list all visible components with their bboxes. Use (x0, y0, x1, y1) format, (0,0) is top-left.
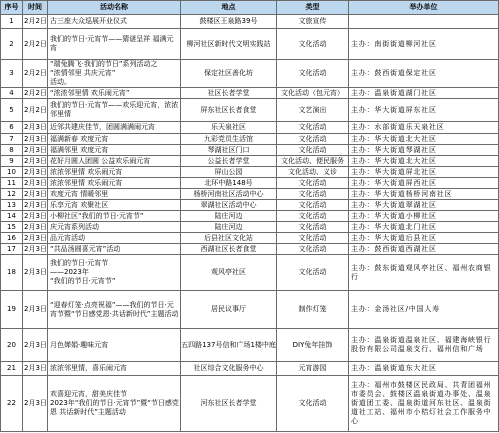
event-organizer: 主办：温泉街道湖门社区 (349, 88, 499, 99)
event-name: 欢度元宵 情暖邻里 (48, 189, 181, 200)
table-row (1, 88, 499, 99)
row-number: 16 (1, 233, 23, 244)
event-name: 近邻共建庆佳节，团圆满满闹元宵 (48, 122, 181, 134)
event-name: “瑞兔腾飞·我们的节日”系列活动之 “浓情邻里 共庆元宵” 活动。 (48, 60, 181, 88)
table-row (1, 167, 499, 178)
event-type: 文化活动 (277, 134, 349, 145)
event-date: 2月3日 (24, 167, 47, 176)
table-row (1, 15, 499, 29)
table-body (1, 15, 499, 432)
event-name: 福满新春 欢度元宵 (48, 134, 181, 145)
event-organizer: 主办：温泉街道东大社区 (349, 362, 499, 376)
event-name: 浓浓邻里情 欢乐闹元宵 (48, 178, 181, 189)
table-row (1, 291, 499, 329)
event-date: 2月2日 (23, 60, 48, 88)
row-number: 6 (1, 122, 23, 134)
event-organizer: 主办：华大街道翠湖社区 (349, 200, 499, 211)
event-type: 文化活动 (277, 29, 349, 60)
event-organizer: 主办：福州市鼓楼区民政局、共青团福州市委员会、鼓楼区温泉街道办事处、温泉街道团工委、温泉街道河东社区、温泉街道社工站、福州市小桔灯社会工作服务中心 (349, 376, 499, 432)
event-name: “浓浓邻里情 欢乐闹元宵” (48, 88, 181, 99)
event-name: 我们的节日·元宵节——猜谜呈祥 福满元宵 (48, 29, 181, 60)
event-type: 文化活动 (277, 60, 349, 88)
event-date: 2月3日 (24, 200, 47, 209)
row-number: 19 (1, 291, 23, 329)
event-date: 2月3日 (23, 291, 48, 329)
event-date: 2月3日 (24, 222, 47, 231)
event-name: 品元宵活动 (48, 233, 181, 244)
event-venue: 琴湖社区门口 (181, 145, 277, 156)
event-venue: 社区长者学堂 (181, 88, 277, 99)
table-row (1, 122, 499, 134)
event-date: 2月3日 (23, 329, 48, 362)
event-organizer: 主办：华大街道后县社区 (349, 233, 499, 244)
table-row (1, 376, 499, 432)
row-number: 18 (1, 255, 23, 291)
event-date: 2月3日 (23, 122, 48, 134)
event-date: 2月3日 (24, 145, 47, 154)
event-organizer: 主办：鼓西街道西湖社区 (349, 244, 499, 255)
event-venue: 屏山公园 (181, 167, 277, 178)
table-row (1, 99, 499, 122)
event-name: 我们的节日·元宵节——欢乐迎元宵，浓浓邻里情 (48, 99, 181, 122)
event-type: 文化活动 (277, 189, 349, 200)
table-header (1, 1, 499, 15)
event-organizer: 主办：鼓东街道观风亭社区、福州农商银行 (349, 255, 499, 291)
row-number: 15 (1, 222, 23, 233)
event-date: 2月3日 (24, 211, 47, 220)
row-number: 4 (1, 88, 23, 99)
table-row (1, 233, 499, 244)
event-type: 制作灯笼 (277, 291, 349, 329)
event-venue: 后县社区文化站 (181, 233, 277, 244)
header-row-number: 序号 (1, 1, 23, 15)
event-date: 2月3日 (24, 134, 47, 143)
event-date: 2月2日 (23, 29, 48, 60)
event-venue: 北环中路148号 (181, 178, 277, 189)
event-date: 2月2日 (24, 88, 47, 97)
event-organizer: 主办：华大街道琴湖社区 (349, 145, 499, 156)
row-number: 17 (1, 244, 23, 255)
table-row (1, 29, 499, 60)
event-organizer: 主办：华大街道小柳社区 (349, 211, 499, 222)
event-venue: 杨桥河南社区活动中心 (181, 189, 277, 200)
event-type: 文化活动 (277, 255, 349, 291)
event-type: 文化活动 (277, 211, 349, 222)
event-name: 乐享元宵 欢聚社区 (48, 200, 181, 211)
event-name: 浓浓邻里情，喜乐闹元宵 (48, 362, 181, 376)
event-type: 文化活动 (277, 145, 349, 156)
event-organizer: 主办：华大街道北大社区 (349, 156, 499, 167)
row-number: 8 (1, 145, 23, 156)
event-venue: 社区综合文化服务中心 (181, 362, 277, 376)
event-venue: 柳河社区新时代文明实践站 (181, 29, 277, 60)
event-name: “迎春灯笼·点亮祝福”——我们的节日·元宵节暨“节日感党恩·共话新时代”主题活动 (48, 291, 181, 329)
table-row (1, 329, 499, 362)
event-name: 庆元宵系列活动 (48, 222, 181, 233)
event-venue: 公益长者学堂 (181, 156, 277, 167)
row-number: 20 (1, 329, 23, 362)
table-row (1, 211, 499, 222)
event-name: 月色婵娟·趣味元宵 (48, 329, 181, 362)
event-date: 2月3日 (23, 376, 48, 432)
event-type: 文化活动、义诊 (277, 167, 349, 178)
event-venue: 鼓楼区王泉路39号 (181, 15, 277, 29)
header-venue: 地点 (181, 1, 277, 15)
header-organizer: 举办单位 (349, 1, 499, 15)
event-type: 文艺演出 (277, 99, 349, 122)
event-venue: 陆庄河边 (181, 222, 277, 233)
event-venue: 五四路137号信和广场1楼中庭 (181, 329, 277, 362)
event-organizer: 主办：华大街道杨桥河南社区 (349, 189, 499, 200)
event-venue: 屏东社区长者食堂 (181, 99, 277, 122)
table-row (1, 244, 499, 255)
event-name: 古三座大众巡展开业仪式 (48, 15, 181, 29)
table-row (1, 145, 499, 156)
event-organizer: 主办：华大街道北大社区 (349, 134, 499, 145)
row-number: 7 (1, 134, 23, 145)
event-organizer: 主办：华大街道屏东社区 (349, 99, 499, 122)
table-row (1, 178, 499, 189)
event-type: 文化活动 (277, 200, 349, 211)
event-name: 浓浓邻里情 欢乐闹元宵 (48, 167, 181, 178)
event-organizer: 主办：金汤社区/中国人寿 (349, 291, 499, 329)
row-number: 9 (1, 156, 23, 167)
event-name: 福满邻里 欢度元宵 (48, 145, 181, 156)
row-number: 2 (1, 29, 23, 60)
event-date: 2月3日 (24, 156, 47, 165)
row-number: 10 (1, 167, 23, 178)
event-date: 2月2日 (23, 15, 48, 29)
event-venue: 翠湖社区活动中心 (181, 200, 277, 211)
event-type: 文化活动 (277, 222, 349, 233)
table-row (1, 222, 499, 233)
header-event-name: 活动名称 (48, 1, 181, 15)
row-number: 21 (1, 362, 23, 376)
event-date: 2月3日 (24, 189, 47, 198)
event-venue: 保定社区善化坊 (181, 60, 277, 88)
event-type: 文化活动 (277, 244, 349, 255)
event-date: 2月3日 (23, 362, 48, 376)
event-organizer: 主办：水部街道乐天泉社区 (349, 122, 499, 134)
row-number: 13 (1, 200, 23, 211)
event-type: 文旅宣传 (277, 15, 349, 29)
table-row (1, 200, 499, 211)
event-organizer: 主办：华大街道屏北社区 (349, 167, 499, 178)
header-date: 时间 (23, 1, 48, 15)
table-row (1, 156, 499, 167)
event-venue: 河东社区长者学堂 (181, 376, 277, 432)
header-type: 类型 (277, 1, 349, 15)
event-type: 文化活动、便民服务 (277, 156, 349, 167)
row-number: 12 (1, 189, 23, 200)
event-venue: 西湖社区长者食堂 (181, 244, 277, 255)
event-name: 小柳社区“我们的节日·元宵节” (48, 211, 181, 222)
event-date: 2月2日 (23, 99, 48, 122)
row-number: 14 (1, 211, 23, 222)
event-type: 文化活动 (277, 376, 349, 432)
event-organizer (349, 15, 499, 29)
event-date: 2月3日 (24, 233, 47, 242)
event-date: 2月3日 (23, 255, 48, 291)
event-type: DIY兔年挂饰 (277, 329, 349, 362)
event-date: 2月3日 (24, 178, 47, 187)
event-date: 2月3日 (24, 244, 47, 253)
table-row (1, 189, 499, 200)
row-number: 22 (1, 376, 23, 432)
event-name: 花好月圆人团圆 公益欢乐闹元宵 (48, 156, 181, 167)
event-organizer: 主办：南街街道柳河社区 (349, 29, 499, 60)
event-type: 文化活动（包元宵） (277, 88, 349, 99)
row-number: 1 (1, 15, 23, 29)
event-organizer: 主办：温泉街道温泉社区、福建海峡银行股份有限公司温泉支行、福州信和广场 (349, 329, 499, 362)
event-venue: 观风亭社区 (181, 255, 277, 291)
event-name: 欢喜迎元宵，甜美庆佳节 2023年“我们的节日·元宵节”暨“节日感党恩 共话新时代”主题活动 (48, 376, 181, 432)
table-row (1, 362, 499, 376)
row-number: 5 (1, 99, 23, 122)
table-row (1, 60, 499, 88)
row-number: 11 (1, 178, 23, 189)
event-type: 文化活动 (277, 122, 349, 134)
event-name: 我们的节日·元宵节 ——2023年 “我们的节日·元宵节” (48, 255, 181, 291)
event-venue: 乐天泉社区 (181, 122, 277, 134)
row-number: 3 (1, 60, 23, 88)
table-row (1, 255, 499, 291)
table-row (1, 134, 499, 145)
event-venue: 九彩党员生活馆 (181, 134, 277, 145)
event-organizer: 主办：华大街道屏西社区 (349, 178, 499, 189)
event-type: 文化活动 (277, 178, 349, 189)
event-name: “共品汤圆喜元宵”活动 (48, 244, 181, 255)
event-type: 元宵游园 (277, 362, 349, 376)
event-venue: 居民议事厅 (181, 291, 277, 329)
event-venue: 陆庄河边 (181, 211, 277, 222)
event-organizer: 主办：鼓西街道保定社区 (349, 60, 499, 88)
header-row (1, 1, 499, 15)
event-organizer: 主办：华大街道北门社区 (349, 222, 499, 233)
event-type: 文化活动 (277, 233, 349, 244)
